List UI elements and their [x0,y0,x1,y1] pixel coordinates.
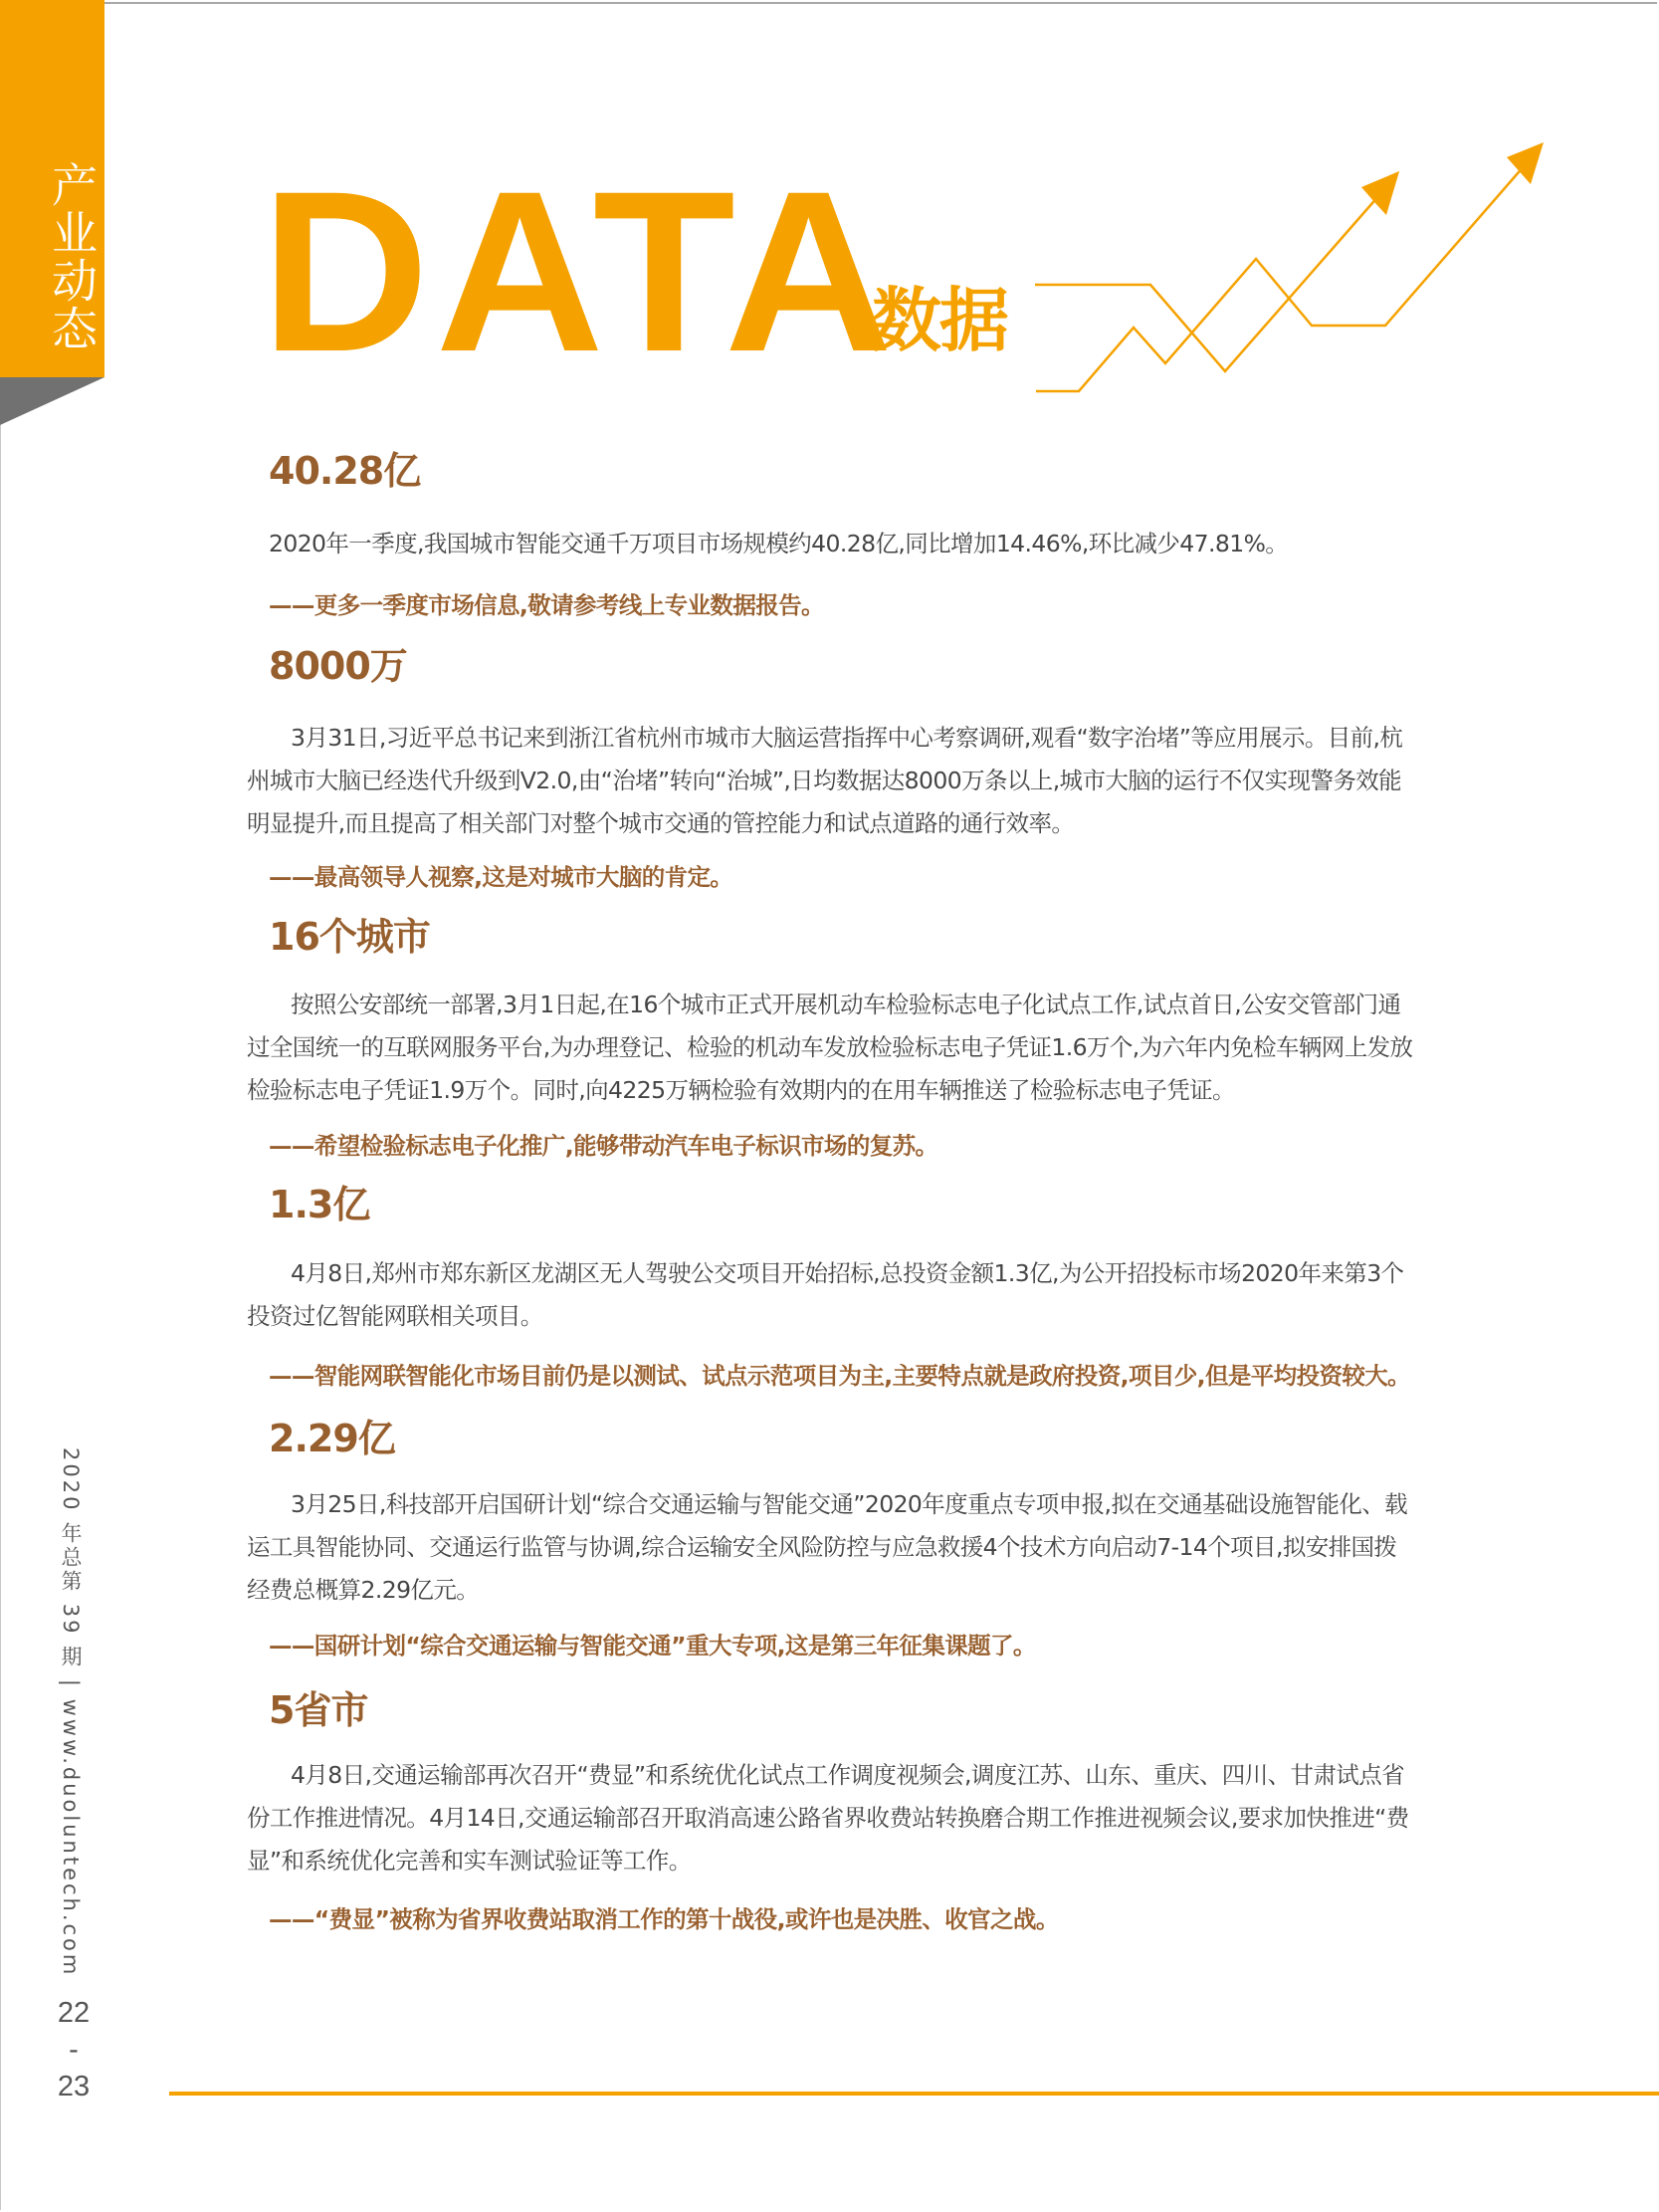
section-heading: 8000万 [269,644,407,688]
section-body: 3月25日,科技部开启国研计划“综合交通运输与智能交通”2020年度重点专项申报,拟在交通基础设施智能化、载运工具智能协同、交通运行监管与协调,综合运输安全风险防控与应急救援4个技术方向启动7-14个项目,拟安排国拨经费总概算2.29亿元。 [247,1490,1408,1604]
section-tab-label: 产业动态 [45,161,99,352]
page-number-separator: - [69,2034,79,2066]
page-number-left: 22 [57,1997,91,2029]
footer-rule [169,2092,1659,2096]
section-heading: 2.29亿 [269,1417,395,1460]
section-quote: ——智能网联智能化市场目前仍是以测试、试点示范项目为主,主要特点就是政府投资,项目少,但是平均投资较大。 [269,1362,1411,1390]
data-section-4 [247,1182,1413,1390]
section-tab [0,0,104,377]
issue-and-website: 2020 年总第 39 期 | www.duoluntech.com [59,1447,83,1978]
section-quote: ——“费显”被称为省界收费站取消工作的第十战役,或许也是决胜、收官之战。 [269,1905,1059,1933]
section-body: 4月8日,交通运输部再次召开“费显”和系统优化试点工作调度视频会,调度江苏、山东、重庆、四川、甘肃试点省份工作推进情况。4月14日,交通运输部召开取消高速公路省界收费站转换磨合期工作推进视频会议,要求加快推进“费显”和系统优化完善和实车测试验证等工作。 [247,1761,1409,1875]
page-number-right: 23 [57,2071,91,2102]
section-quote: ——最高领导人视察,这是对城市大脑的肯定。 [269,863,733,891]
page-numbers [52,1995,96,2105]
section-body: 3月31日,习近平总书记来到浙江省杭州市城市大脑运营指挥中心考察调研,观看“数字治堵”等应用展示。目前,杭州城市大脑已经迭代升级到V2.0,由“治堵”转向“治城”,日均数据达8000万条以上,城市大脑的运行不仅实现警务效能明显提升,而且提高了相关部门对整个城市交通的管控能力和试点道路的通行效率。 [247,724,1403,837]
section-quote: ——国研计划“综合交通运输与智能交通”重大专项,这是第三年征集课题了。 [269,1632,1036,1659]
section-heading: 40.28亿 [269,449,421,493]
section-body: 2020年一季度,我国城市智能交通千万项目市场规模约40.28亿,同比增加14.46%,环比减少47.81%。 [269,530,1289,557]
page-subtitle: 数据 [872,280,1007,361]
page-title: DATA [261,143,900,399]
section-heading: 5省市 [269,1688,368,1732]
section-quote: ——希望检验标志电子化推广,能够带动汽车电子标识市场的复苏。 [269,1132,938,1160]
data-section-2 [247,643,1413,891]
data-section-6 [247,1687,1413,1933]
section-quote: ——更多一季度市场信息,敬请参考线上专业数据报告。 [269,591,824,619]
section-body: 按照公安部统一部署,3月1日起,在16个城市正式开展机动车检验标志电子化试点工作,试点首日,公安交管部门通过全国统一的互联网服务平台,为办理登记、检验的机动车发放检验标志电子凭证1.6万个,为六年内免检车辆网上发放检验标志电子凭证1.9万个。同时,向4225万辆检验有效期内的在用车辆推送了检验标志电子凭证。 [247,991,1413,1104]
section-heading: 1.3亿 [269,1183,370,1226]
section-body: 4月8日,郑州市郑东新区龙湖区无人驾驶公交项目开始招标,总投资金额1.3亿,为公开招投标市场2020年来第3个投资过亿智能网联相关项目。 [247,1259,1404,1330]
trend-arrows-icon [1025,129,1562,408]
section-tab-fold [0,377,104,425]
data-section-1 [269,448,1413,619]
data-section-5 [247,1416,1413,1659]
section-heading: 16个城市 [269,915,430,959]
data-section-3 [247,914,1413,1160]
